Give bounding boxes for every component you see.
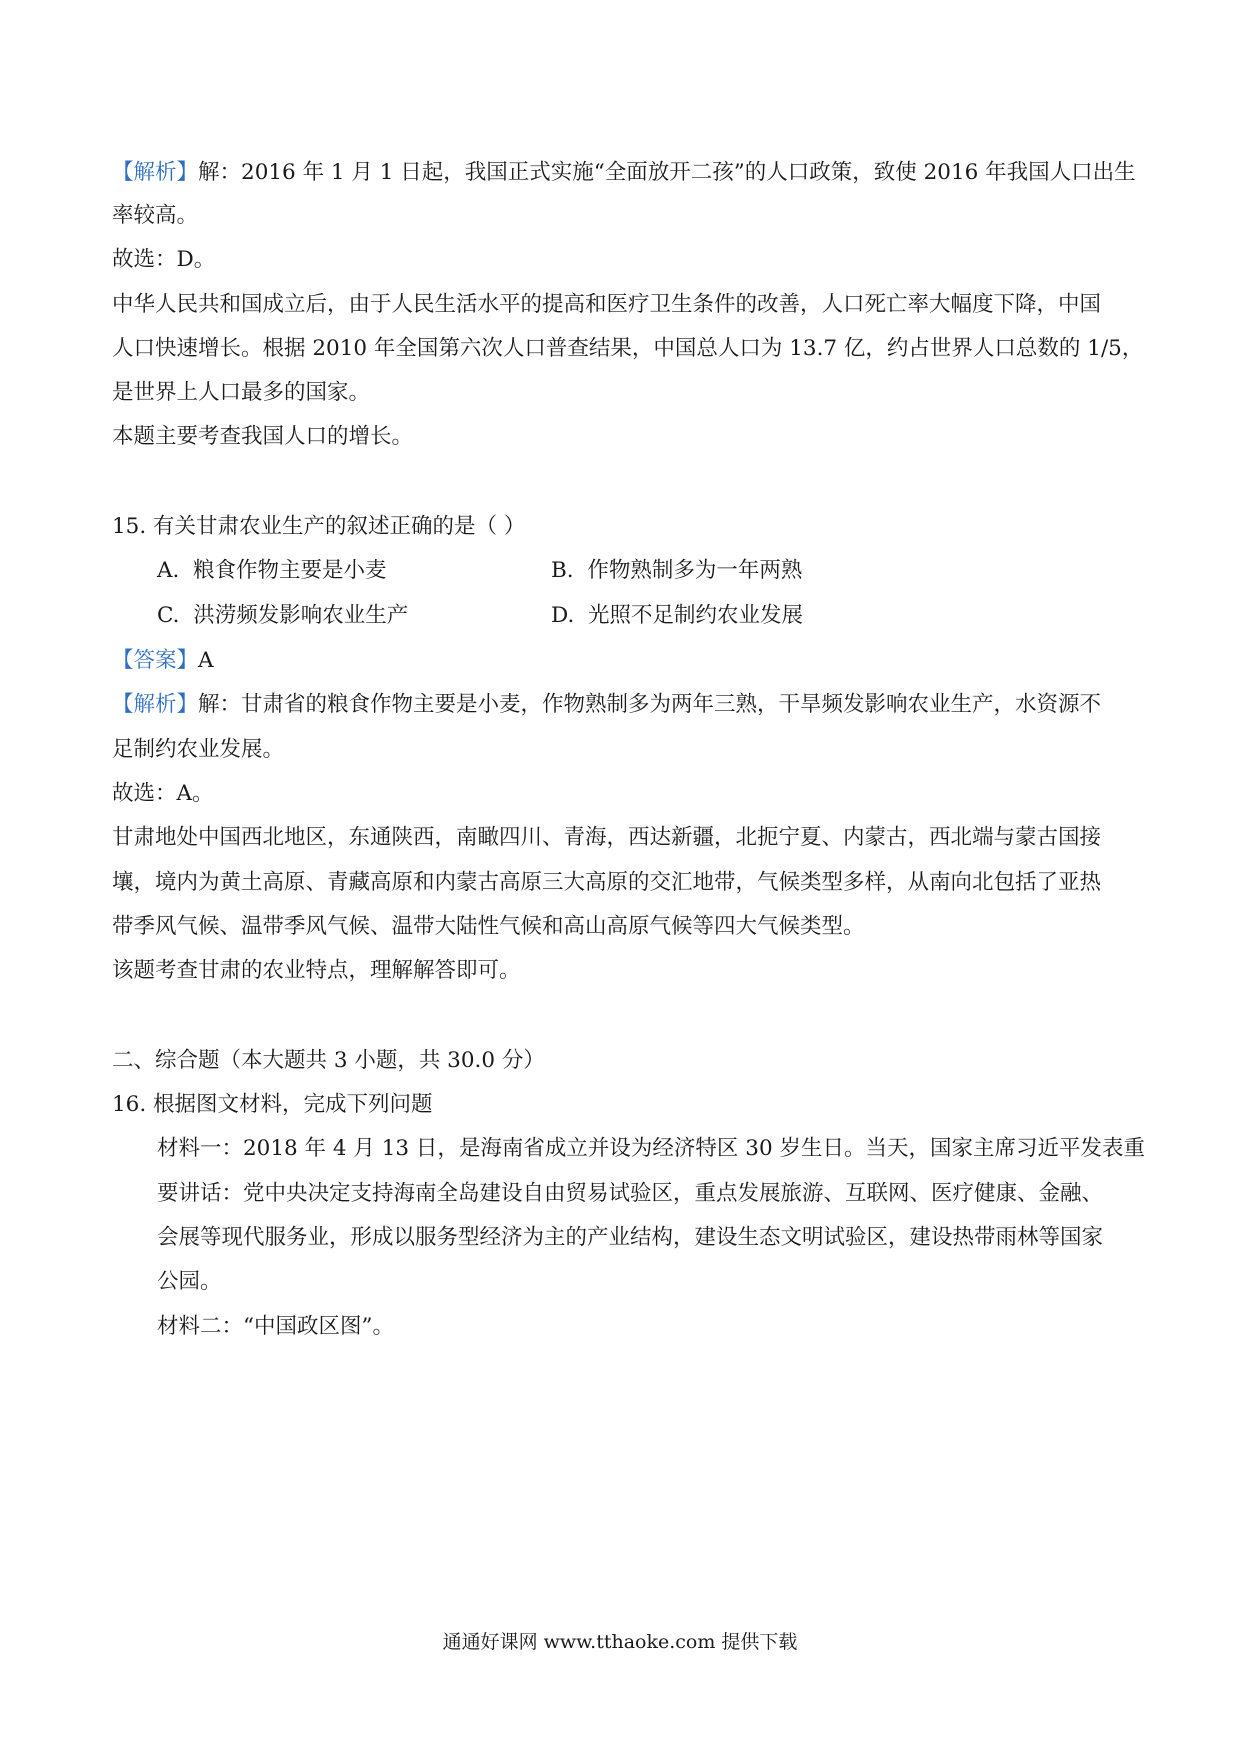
q15-analysis-line-2: 足制约农业发展。: [112, 737, 285, 762]
analysis-text: 解：甘肃省的粮食作物主要是小麦，作物熟制多为两年三熟，干旱频发影响农业生产，水资源不: [198, 692, 1102, 717]
q15-option-c: C. 洪涝频发影响农业生产: [157, 603, 409, 628]
q14-note-line-1: 中华人民共和国成立后，由于人民生活水平的提高和医疗卫生条件的改善，人口死亡率大幅度下降，中国: [112, 292, 1102, 317]
section-heading: 二、综合题（本大题共 3 小题，共 30.0 分）: [112, 1048, 545, 1073]
q15-note-line-2: 壤，境内为黄土高原、青藏高原和内蒙古高原三大高原的交汇地带，气候类型多样，从南向北包括了亚热: [112, 870, 1102, 895]
q16-material2: 材料二：“中国政区图”。: [157, 1314, 394, 1339]
q14-choice: 故选：D。: [112, 247, 216, 272]
q16-material1-line-4: 公园。: [157, 1269, 222, 1294]
q15-option-b: B. 作物熟制多为一年两熟: [551, 558, 803, 583]
q15-choice: 故选：A。: [112, 781, 214, 806]
q15-summary: 该题考查甘肃的农业特点，理解解答即可。: [112, 958, 521, 983]
q14-summary: 本题主要考查我国人口的增长。: [112, 424, 414, 449]
analysis-tag: 【解析】: [112, 692, 199, 717]
q15-stem: 15. 有关甘肃农业生产的叙述正确的是（ ）: [112, 514, 526, 539]
answer-value: A: [198, 648, 214, 673]
analysis-tag: 【解析】: [112, 160, 199, 185]
q16-material1-line-1: 材料一：2018 年 4 月 13 日，是海南省成立并设为经济特区 30 岁生日。当天，国家主席习近平发表重: [157, 1136, 1145, 1161]
q15-note-line-1: 甘肃地处中国西北地区，东通陕西，南瞰四川、青海，西达新疆，北扼宁夏、内蒙古，西北端与蒙古国接: [112, 825, 1102, 850]
q16-stem: 16. 根据图文材料，完成下列问题: [112, 1092, 433, 1117]
q14-note-line-2: 人口快速增长。根据 2010 年全国第六次人口普查结果，中国总人口为 13.7 亿，约占世界人口总数的 1/5，: [112, 336, 1144, 361]
page-footer: 通通好课网 www.tthaoke.com 提供下载: [442, 1631, 798, 1653]
q14-analysis-line-1: [112, 158, 1136, 188]
q15-analysis-line-1: [112, 690, 1101, 720]
analysis-text: 解：2016 年 1 月 1 日起，我国正式实施“全面放开二孩”的人口政策，致使 2016 年我国人口出生: [198, 160, 1136, 185]
q16-material1-line-3: 会展等现代服务业，形成以服务型经济为主的产业结构，建设生态文明试验区，建设热带雨林等国家: [157, 1225, 1104, 1250]
q14-analysis-line-2: 率较高。: [112, 203, 199, 228]
answer-tag: 【答案】: [112, 648, 199, 673]
q15-option-a: A. 粮食作物主要是小麦: [157, 558, 387, 583]
q16-material1-line-2: 要讲话：党中央决定支持海南全岛建设自由贸易试验区，重点发展旅游、互联网、医疗健康、金融、: [157, 1181, 1104, 1206]
q15-note-line-3: 带季风气候、温带季风气候、温带大陆性气候和高山高原气候等四大气候类型。: [112, 914, 865, 939]
q15-option-d: D. 光照不足制约农业发展: [551, 603, 803, 628]
q14-note-line-3: 是世界上人口最多的国家。: [112, 380, 371, 405]
q15-answer: [112, 646, 214, 676]
